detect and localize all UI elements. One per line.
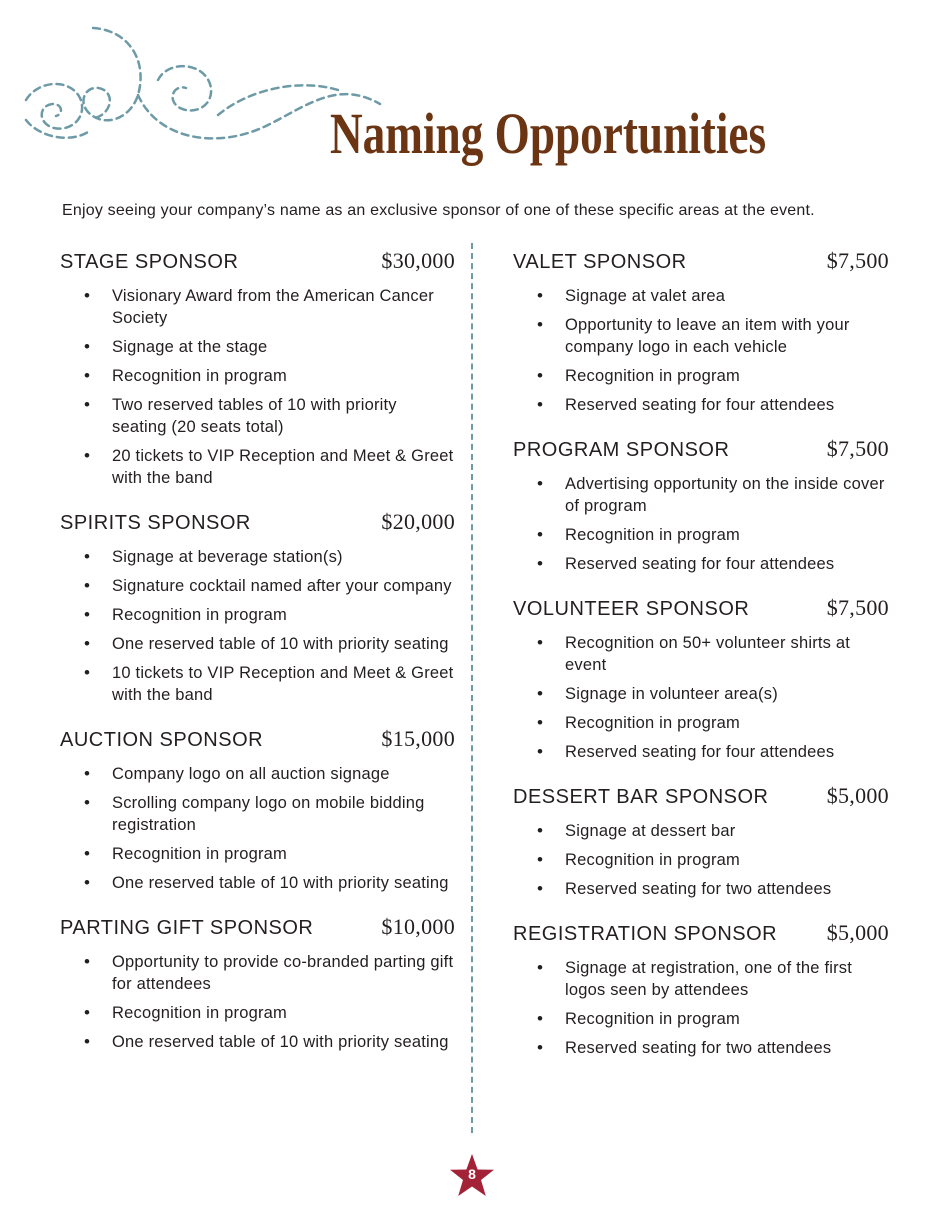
sponsor-header [60,914,455,940]
benefit-item: • Scrolling company logo on mobile bidding registration [60,792,455,836]
benefit-item: • Opportunity to provide co-branded parting gift for attendees [60,951,455,995]
page-number: 8 [468,1166,476,1182]
sponsor-name: VALET SPONSOR [513,251,687,273]
benefit-list [513,957,889,1059]
benefit-item: • Signage at valet area [513,285,889,307]
benefit-item: • Recognition in program [513,1008,889,1030]
benefit-item: • One reserved table of 10 with priority seating [60,633,455,655]
sponsor-section [513,783,889,900]
benefit-item: • Reserved seating for four attendees [513,553,889,575]
benefit-item: • Recognition on 50+ volunteer shirts at event [513,632,889,676]
benefit-item: • Recognition in program [513,849,889,871]
benefit-item: • Recognition in program [60,365,455,387]
benefit-item: • Advertising opportunity on the inside cover of program [513,473,889,517]
benefit-item: • Signage at beverage station(s) [60,546,455,568]
benefit-item: • 10 tickets to VIP Reception and Meet & Greet with the band [60,662,455,706]
sponsor-price: $7,500 [826,595,889,620]
sponsor-name: PROGRAM SPONSOR [513,439,730,461]
benefit-item: • Signage at dessert bar [513,820,889,842]
benefit-list [60,546,455,706]
benefit-list [513,473,889,575]
column-divider [471,243,473,1133]
page-title: Naming Opportunities [330,101,767,166]
sponsor-section [513,595,889,763]
benefit-item: • Reserved seating for two attendees [513,878,889,900]
sponsor-name: REGISTRATION SPONSOR [513,923,778,945]
benefit-list [60,763,455,894]
benefit-item: • One reserved table of 10 with priority seating [60,872,455,894]
sponsor-header [60,726,455,752]
benefit-item: • Company logo on all auction signage [60,763,455,785]
benefit-item: • Recognition in program [60,1002,455,1024]
sponsor-section [513,248,889,416]
benefit-list [513,285,889,416]
benefit-list [513,632,889,763]
benefit-item: • Signage at the stage [60,336,455,358]
benefit-item: • Opportunity to leave an item with your company logo in each vehicle [513,314,889,358]
sponsor-price: $7,500 [826,436,889,461]
sponsor-section [60,914,455,1053]
sponsor-name: SPIRITS SPONSOR [60,512,251,534]
sponsor-section [513,436,889,575]
benefit-list [60,285,455,489]
benefit-item: • Reserved seating for two attendees [513,1037,889,1059]
sponsor-header [513,920,889,946]
benefit-item: • Visionary Award from the American Cancer Society [60,285,455,329]
benefit-item: • 20 tickets to VIP Reception and Meet & Greet with the band [60,445,455,489]
right-column [513,248,889,1079]
sponsor-header [513,783,889,809]
sponsor-price: $5,000 [826,783,889,808]
benefit-list [60,951,455,1053]
sponsor-name: VOLUNTEER SPONSOR [513,598,750,620]
sponsor-header [513,248,889,274]
sponsor-name: STAGE SPONSOR [60,251,239,273]
sponsor-section [60,726,455,894]
sponsor-name: PARTING GIFT SPONSOR [60,917,314,939]
sponsor-name: DESSERT BAR SPONSOR [513,786,769,808]
benefit-item: • Signage in volunteer area(s) [513,683,889,705]
benefit-item: • Reserved seating for four attendees [513,394,889,416]
sponsor-price: $20,000 [381,509,455,534]
sponsor-header [513,595,889,621]
benefit-item: • Recognition in program [60,843,455,865]
benefit-list [513,820,889,900]
sponsor-header [60,248,455,274]
sponsor-price: $30,000 [381,248,455,273]
sponsor-section [60,509,455,706]
sponsor-price: $10,000 [381,914,455,939]
benefit-item: • Recognition in program [513,365,889,387]
benefit-item: • Signage at registration, one of the first logos seen by attendees [513,957,889,1001]
sponsor-header [60,509,455,535]
benefit-item: • Recognition in program [60,604,455,626]
sponsor-price: $15,000 [381,726,455,751]
benefit-item: • Two reserved tables of 10 with priority seating (20 seats total) [60,394,455,438]
intro-text: Enjoy seeing your company’s name as an exclusive sponsor of one of these specific areas at the event. [62,202,815,219]
benefit-item: • Reserved seating for four attendees [513,741,889,763]
sponsor-section [513,920,889,1059]
benefit-item: • Recognition in program [513,524,889,546]
sponsor-name: AUCTION SPONSOR [60,729,264,751]
sponsor-section [60,248,455,489]
sponsor-header [513,436,889,462]
benefit-item: • One reserved table of 10 with priority seating [60,1031,455,1053]
benefit-item: • Signature cocktail named after your company [60,575,455,597]
sponsor-price: $7,500 [826,248,889,273]
benefit-item: • Recognition in program [513,712,889,734]
sponsor-price: $5,000 [826,920,889,945]
left-column [60,248,455,1073]
